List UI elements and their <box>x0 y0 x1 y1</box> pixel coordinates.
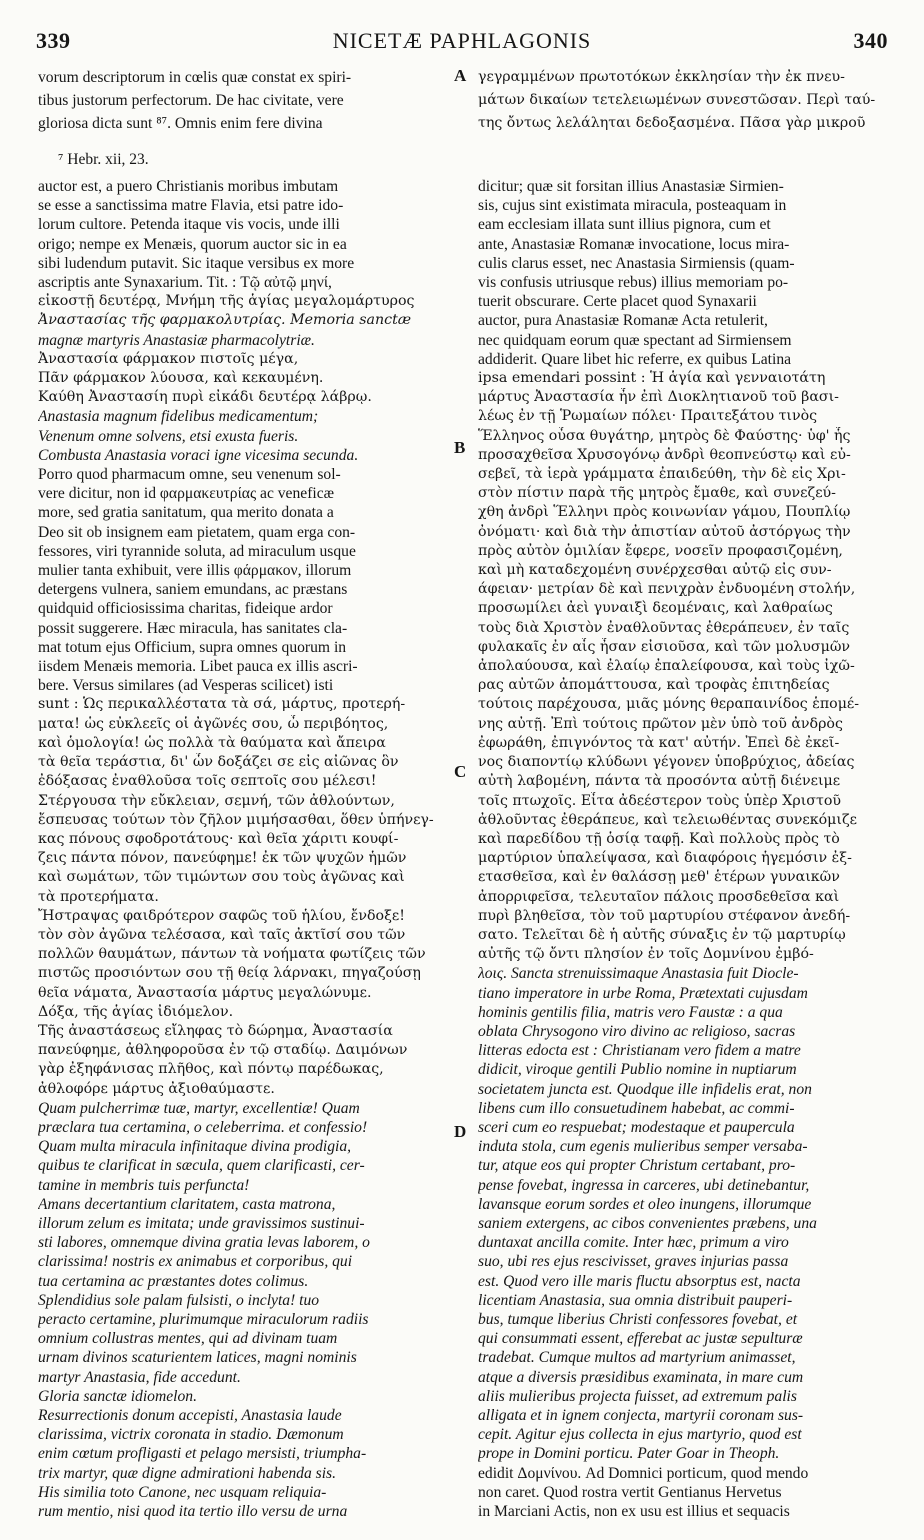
text-line: induta stola, cum egenis mulieribus semper versaba- <box>478 1138 808 1156</box>
text-line: illorum zelum es imitata; unde gravissimos sustinui- <box>38 1214 365 1232</box>
running-title: NICETÆ PAPHLAGONIS <box>332 28 592 53</box>
text-line: præclara tua certamina, o celeberrima. et confessio! <box>38 1118 368 1136</box>
text-line: tiano imperatore in urbe Roma, Prætextati cujusdam <box>478 984 808 1002</box>
text-line: πυρὶ βληθεῖσα, τὸν τοῦ μαρτυρίου στέφανον ἀνεδή- <box>478 907 851 924</box>
text-line: possit suggerere. Hæc miracula, has sanitates cla- <box>38 619 348 637</box>
text-line: mulier tanta exhibuit, vere illis φάρμακον, illorum <box>38 562 352 580</box>
left-column <box>38 177 448 1521</box>
margin-letter-b: B <box>454 438 466 457</box>
page-number-right: 340 <box>853 28 888 53</box>
page-header <box>36 28 888 62</box>
text-line: omnium collustras mentes, qui ad divinam tuam <box>38 1330 338 1348</box>
text-line: vorum descriptorum in cœlis quæ constat ex spiri- <box>38 69 352 86</box>
text-line: origo; nempe ex Menæis, quorum auctor sic in ea <box>38 235 347 253</box>
text-line: ετασθεῖσα, καὶ ἐν θαλάσσῃ μεθ' ἑτέρων γυναικῶν <box>478 869 840 886</box>
text-line: λοις. Sancta strenuissimaque Anastasia fuit Diocle- <box>478 965 799 983</box>
text-line: μάτων δικαίων τετελειωμένων συνεστῶσαν. Περὶ ταύ- <box>478 92 876 108</box>
text-line: dicitur; quæ sit forsitan illius Anastasiæ Sirmien- <box>478 178 784 195</box>
text-line: ἐδόξασας ἐναθλοῦσα τοῖς σεπτοῖς σου μέλεσι! <box>38 773 377 790</box>
text-line: χθη ἀνδρὶ Ἕλληνι πρὸς κοινωνίαν γάμου, Πουπλίῳ <box>478 504 851 521</box>
text-line: sibi ludendum putavit. Sic itaque versibus ex more <box>38 254 355 272</box>
text-line: Πᾶν φάρμακον λύουσα, καὶ κεκαυμένη. <box>38 370 324 387</box>
text-line: iisdem Menæis memoria. Libet pauca ex illis ascri- <box>38 658 358 676</box>
text-line: sceri cum eo respuebat; modestaque et paupercula <box>478 1118 795 1136</box>
text-line: μάρτυς Ἀναστασία ἦν ἐπὶ Διοκλητιανοῦ τοῦ βασι- <box>478 389 839 406</box>
text-line: se esse a sanctissima matre Flavia, etsi patre ido- <box>38 197 344 215</box>
text-line: hominis gentilis filia, matris vero Faustæ : a qua <box>478 1003 783 1021</box>
text-line: suo, ubi res ejus rescivisset, graves injurias passa <box>478 1253 789 1271</box>
text-line: εἰκοστῇ δευτέρᾳ, Μνήμη τῆς ἁγίας μεγαλομάρτυρος <box>38 293 415 310</box>
text-line: Ἤστραψας φαιδρότερον σαφῶς τοῦ ἡλίου, ἔνδοξε! <box>38 907 405 924</box>
footnote: ⁷ Hebr. xii, 23. <box>58 151 149 168</box>
text-line: Anastasia magnum fidelibus medicamentum; <box>38 408 319 426</box>
text-line: καὶ ὁμολογία! ὡς πολλὰ τὰ θαύματα καὶ ἄπειρα <box>38 734 386 751</box>
text-line: didicit, viroque gentili Publio nomine in nuptiarum <box>478 1061 797 1079</box>
text-line: θεῖα νάματα, Ἀναστασία μάρτυς μεγαλώνυμε. <box>38 984 372 1001</box>
text-line: νος διαποντίῳ κλύδωνι γέγονεν ὑποβρύχιος, ἀδείας <box>478 754 855 771</box>
text-line: ἔσπευσας τούτων τὸν ζῆλον μιμήσασθαι, ὅθεν ὑπήνεγ- <box>38 811 434 828</box>
text-line: ματα! ὡς εὐκλεεῖς οἱ ἀγῶνές σου, ὦ περιβόητος, <box>38 715 389 732</box>
text-line: Deo sit ob insignem eam pietatem, quam erga con- <box>38 523 356 541</box>
text-line: Δόξα, τῆς ἁγίας ἰδιόμελον. <box>38 1003 234 1020</box>
text-line: στὸν πίστιν παρὰ τῆς μητρὸς ἔμαθε, καὶ συνεζεύ- <box>478 485 836 502</box>
text-line: της ὄντως λελάληται δεδοξασμένα. Πᾶσα γὰρ μικροῦ <box>478 115 866 131</box>
text-line: Quam pulcherrimæ tuæ, martyr, excellentiæ! Quam <box>38 1099 360 1117</box>
text-line: sunt : Ὡς περικαλλέστατα τὰ σά, μάρτυς, προτερή- <box>38 696 406 713</box>
text-line: nec quidquam eorum quæ spectant ad Sirmiensem <box>478 331 792 349</box>
text-line: ἀθλοῦντας ἐθεράπευε, καὶ τελειωθέντας συνεκόμιζε <box>478 811 857 828</box>
text-line: Venenum omne solvens, etsi exusta fueris. <box>38 427 299 445</box>
text-line: atque a diversis præsidibus examinata, in mare cum <box>478 1368 804 1386</box>
text-line: quidquid officiosissima charitas, fideique ardor <box>38 600 333 618</box>
margin-letter-a: A <box>454 66 467 85</box>
text-line: νης αὐτῇ. Ἐπὶ τούτοις πρῶτον μὲν ὑπὸ τοῦ ἀνδρὸς <box>478 715 843 732</box>
text-line: αὐτῆς τῷ ὄντι πλησίον ἐν τοῖς Δομνίνου ἐμβό- <box>478 946 814 963</box>
text-line: Amans decertantium claritatem, casta matrona, <box>38 1195 336 1213</box>
margin-letter-c: C <box>454 762 467 781</box>
text-line: lavansque eorum sordes et oleo inungens, illorumque <box>478 1195 812 1213</box>
text-line: ὀνόματι· καὶ διὰ τὴν ἀπιστίαν αὐτοῦ ἀστόργως τὴν <box>478 523 851 540</box>
text-line: Splendidius sole palam fulsisti, o inclyta! tuo <box>38 1291 320 1309</box>
text-line: fessores, viri tyrannide soluta, ad miraculum usque <box>38 542 356 560</box>
text-line: gloriosa dicta sunt ⁸⁷. Omnis enim fere divina <box>38 115 323 132</box>
text-line: rum mentio, nisi quod ita tertio illo versu de urna <box>38 1503 348 1521</box>
text-line: ἀπολαύουσα, καὶ ἐλαίῳ ἐπαλείφουσα, καὶ τοὺς ἰχῶ- <box>478 658 855 675</box>
text-line: prope in Domini porticu. Pater Goar in Theoph. <box>478 1445 780 1463</box>
text-line: πολλῶν θαυμάτων, πάντων τὰ νοήματα φωτίζεις τῶν <box>38 946 426 963</box>
text-line: tradebat. Cumque multos ad martyrium animasset, <box>478 1349 796 1367</box>
text-line: προσαχθεῖσα Χρυσογόνῳ ἀνδρὶ θεοπνεύστῳ καὶ εὐ- <box>478 446 851 463</box>
text-line: addiderit. Quare libet hic referre, ex quibus Latina <box>478 350 792 368</box>
text-line: enim cœtum profligasti et pelago mersisti, triumpha- <box>38 1445 367 1463</box>
text-line: καὶ παρεδίδου τῇ ὁσίᾳ ταφῇ. Καὶ πολλοὺς πρὸς τὸ <box>478 830 840 847</box>
text-line: est. Quod vero ille maris fluctu absorptus est, nacta <box>478 1272 801 1290</box>
text-line: saniem extergens, ac cibos convenientes præbens, una <box>478 1214 817 1232</box>
text-line: καὶ μὴ καταδεχομένη συνέρχεσθαι αὐτῷ εἰς συν- <box>478 562 832 579</box>
page-number-left: 339 <box>36 28 71 53</box>
text-line: Ἀναστασία φάρμακον πιστοῖς μέγα, <box>38 350 299 367</box>
text-line: oblata Chrysogono viro divino ac religioso, sacras <box>478 1022 796 1040</box>
text-line: culis clarus esset, nec Anastasia Sirmiensis (quam- <box>478 254 795 272</box>
text-line: sti labores, omnemque divina gratia levas laborem, o <box>38 1234 370 1252</box>
margin-letter-d: D <box>454 1122 467 1141</box>
text-line: τοῖς πτωχοῖς. Εἶτα ἀδεέστερον τοὺς ὑπὲρ Χριστοῦ <box>478 792 841 809</box>
text-line: προσωμίλει ἀεὶ γυναιξὶ δεομέναις, καὶ λαθραίως <box>478 600 833 617</box>
text-line: Ἕλληνος οὖσα θυγάτηρ, μητρὸς δὲ Φαύστης· ὑφ' ἧς <box>478 427 851 444</box>
text-line: vere dicitur, non id φαρμακευτρίας ac veneficæ <box>38 485 335 503</box>
text-line: quibus te clarificat in sæcula, quem clarificasti, cer- <box>38 1157 365 1175</box>
text-line: φυλακαῖς ἐν αἷς ἦσαν εἰσιοῦσα, καὶ τῶν μολυσμῶν <box>478 638 851 655</box>
text-line: more, sed gratia sanitatum, qua merito donata a <box>38 504 334 522</box>
text-line: ἀπορριφεῖσα, τελευταῖον πάλοις προσδεθεῖσα καὶ <box>478 888 840 905</box>
text-line: πανεύφημε, ἀθληφοροῦσα ἐν τῷ σταδίῳ. Δαιμόνων <box>38 1042 408 1059</box>
text-line: in Marciani Actis, non ex usu est illius et sequacis <box>478 1503 790 1521</box>
text-line: vis confusis utriusque rebus) illius memoriam po- <box>478 274 789 292</box>
text-line: litteras edocta est : Christianam vero fidem a matre <box>478 1042 801 1060</box>
text-line: Τῆς ἀναστάσεως εἴληφας τὸ δώρημα, Ἀναστασία <box>38 1022 393 1039</box>
text-line: ascriptis ante Synaxarium. Tit. : Τῷ αὐτῷ μηνί, <box>38 274 332 292</box>
text-line: τὸν σὸν ἀγῶνα τελέσασα, καὶ ταῖς ἀκτῖσί σου τῶν <box>38 926 406 943</box>
text-line: πιστῶς προσιόντων σου τῇ θείᾳ λάρνακι, πηγαζούσῃ <box>38 965 421 982</box>
text-line: non caret. Quod rostra vertit Gentianus Hervetus <box>478 1483 782 1501</box>
text-line: Combusta Anastasia voraci igne vicesima secunda. <box>38 446 359 464</box>
text-line: urnam divinos scaturientem latices, magni nominis <box>38 1349 357 1367</box>
text-line: magnæ martyris Anastasiæ pharmacolytriæ. <box>38 331 315 349</box>
text-line: bus, tumque liberius Christi confessores fovebat, et <box>478 1310 798 1328</box>
text-line: γεγραμμένων πρωτοτόκων ἐκκλησίαν τὴν ἐκ πνευ- <box>478 69 845 85</box>
text-line: ἀθλοφόρε μάρτυς ἀξιοθαύμαστε. <box>38 1080 275 1097</box>
text-line: άφειαν· μετρίαν δὲ καὶ πενιχρὰν ἐνδυομένη στολήν, <box>478 581 856 598</box>
text-line: Στέργουσα τὴν εὔκλειαν, σεμνή, τῶν ἀθλούντων, <box>38 792 395 809</box>
text-line: τοὺς διὰ Χριστὸν ἐναθλοῦντας ἐθεράπευεν, ἐν ταῖς <box>478 619 850 636</box>
latin-top-text <box>38 66 448 135</box>
text-line: eam ecclesiam illata sunt illius pignora, cum et <box>478 216 771 234</box>
text-line: Porro quod pharmacum omne, seu venenum sol- <box>38 466 341 484</box>
text-line: tua certamina ac præstantes dotes colimus. <box>38 1272 309 1290</box>
text-line: peracto certamine, plurimumque miraculorum radiis <box>38 1310 369 1328</box>
text-line: Gloria sanctæ idiomelon. <box>38 1387 197 1405</box>
text-line: ἐφωράθη, ἐπιγνόντος τὰ κατ' αὐτήν. Ἐπεὶ δὲ ἐκεῖ- <box>478 734 840 751</box>
text-line: cepit. Agitur ejus collecta in ejus martyrio, quod est <box>478 1426 802 1444</box>
text-line: τούτοις παρέχουσα, μιᾶς μόνης θεραπαινίδος ἑπομέ- <box>478 696 860 713</box>
text-line: clarissima, victrix coronata in stadio. Dæmonum <box>38 1426 344 1444</box>
text-line: auctor est, a puero Christianis moribus imbutam <box>38 178 339 195</box>
text-line: ζεις πάντα πόνον, πανεύφημε! ἐκ τῶν ψυχῶν ἡμῶν <box>38 850 407 867</box>
text-line: aliis mulieribus projecta fuisset, ad extremum palis <box>478 1387 797 1405</box>
text-line: λέως ἐν τῇ Ῥωμαίων πόλει· Πραιτεξάτου τινὸς <box>478 408 818 425</box>
text-line: ρας αὐτῶν ἀπομάττουσα, καὶ τροφὰς ἐπιτηδείας <box>478 677 830 694</box>
text-line: πρὸς αὐτὸν ὁμιλίαν ἔφερε, νοσεῖν προφασιζομένη, <box>478 542 843 559</box>
text-line: libens cum illo consuetudinem habebat, ac commi- <box>478 1099 795 1117</box>
text-line: His similia toto Canone, nec usquam reliquia- <box>38 1483 327 1501</box>
text-line: μαρτύριον ὑπαλείψασα, καὶ διαφόροις ἡγεμόσιν ἐξ- <box>478 850 852 867</box>
text-line: γὰρ ἐξηφάνισας πλῆθος, καὶ πόντῳ παρέδωκας, <box>38 1061 384 1078</box>
greek-top-text <box>478 66 894 135</box>
text-line: clarissima! nostris ex animabus et corporibus, qui <box>38 1253 353 1271</box>
text-line: pense fovebat, ingressa in carceres, ubi detinebantur, <box>478 1176 810 1194</box>
text-line: αὐτὴ λαβομένη, πάντα τὰ προσόντα αὐτῇ διένειμε <box>478 773 841 790</box>
text-line: auctor, pura Anastasiæ Romanæ Acta retulerit, <box>478 312 768 330</box>
text-line: alligata et in ignem conjecta, martyrii coronam sus- <box>478 1407 804 1424</box>
text-line: licentiam Anastasia, sua omnia distribuit pauperi- <box>478 1291 793 1309</box>
text-line: σατο. Τελεῖται δὲ ἡ αὐτῆς σύναξις ἐν τῷ μαρτυρίῳ <box>478 926 846 943</box>
text-line: tur, atque eos qui propter Christum certabant, pro- <box>478 1157 796 1175</box>
text-line: edidit Δομνίνου. Ad Domnici porticum, quod mendo <box>478 1464 809 1482</box>
text-line: τὰ προτερήματα. <box>38 888 159 905</box>
text-line: ipsa emendari possint : Ἡ ἁγία καὶ γενναιοτάτη <box>478 370 826 387</box>
text-line: mat totum ejus Officium, supra omnes quorum in <box>38 638 347 656</box>
text-line: tibus justorum perfectorum. De hac civitate, vere <box>38 92 344 109</box>
text-line: martyr Anastasia, fide accedunt. <box>38 1368 241 1386</box>
text-line: sis, cujus sint existimata miracula, posteaquam in <box>478 197 787 215</box>
text-line: σεβεῖ, τὰ ἱερὰ γράμματα ἐπαιδεύθη, τὴν δὲ εἰς Χρι- <box>478 466 846 483</box>
text-line: Quam multa miracula infinitaque divina prodigia, <box>38 1138 352 1156</box>
text-line: tamine in membris tuis perfuncta! <box>38 1176 250 1194</box>
text-line: societatem juncta est. Quodque ille infidelis erat, non <box>478 1080 812 1098</box>
text-line: Καύθη Ἀναστασίη πυρὶ εἰκάδι δευτέρᾳ λάβρῳ. <box>38 389 372 406</box>
text-line: καὶ σωμάτων, τῶν τιμώντων σου τοὺς ἀγῶνας καὶ <box>38 869 405 886</box>
text-line: trix martyr, quæ digne admirationi habenda sis. <box>38 1464 337 1482</box>
text-line: κας πόνους σφοδροτάτους· καὶ θεῖα χάριτι κουφί- <box>38 830 399 847</box>
text-line: τὰ θεῖα τεράστια, δι' ὧν δοξάζει σε εἰς αἰῶνας ὃν <box>38 754 399 771</box>
text-line: Ἀναστασίας τῆς φαρμακολυτρίας. Memoria sanctæ <box>38 312 412 329</box>
text-line: detergens vulnera, saniem emundans, ac præstans <box>38 581 348 599</box>
right-column <box>478 177 894 1521</box>
text-line: ante, Anastasiæ Romanæ invocatione, locus mira- <box>478 235 790 253</box>
text-line: bere. Versus similares (ad Vesperas scilicet) isti <box>38 677 334 695</box>
text-line: tuerit obscurare. Certe placet quod Synaxarii <box>478 293 757 311</box>
text-line: qui consummati essent, efferebat ac justæ sepulturæ <box>478 1330 803 1348</box>
text-line: lorum cultore. Petenda itaque vis vocis, unde illi <box>38 216 340 234</box>
text-line: Resurrectionis donum accepisti, Anastasia laude <box>38 1407 342 1424</box>
text-line: duntaxat ancilla comite. Inter hæc, primum a viro <box>478 1234 789 1252</box>
